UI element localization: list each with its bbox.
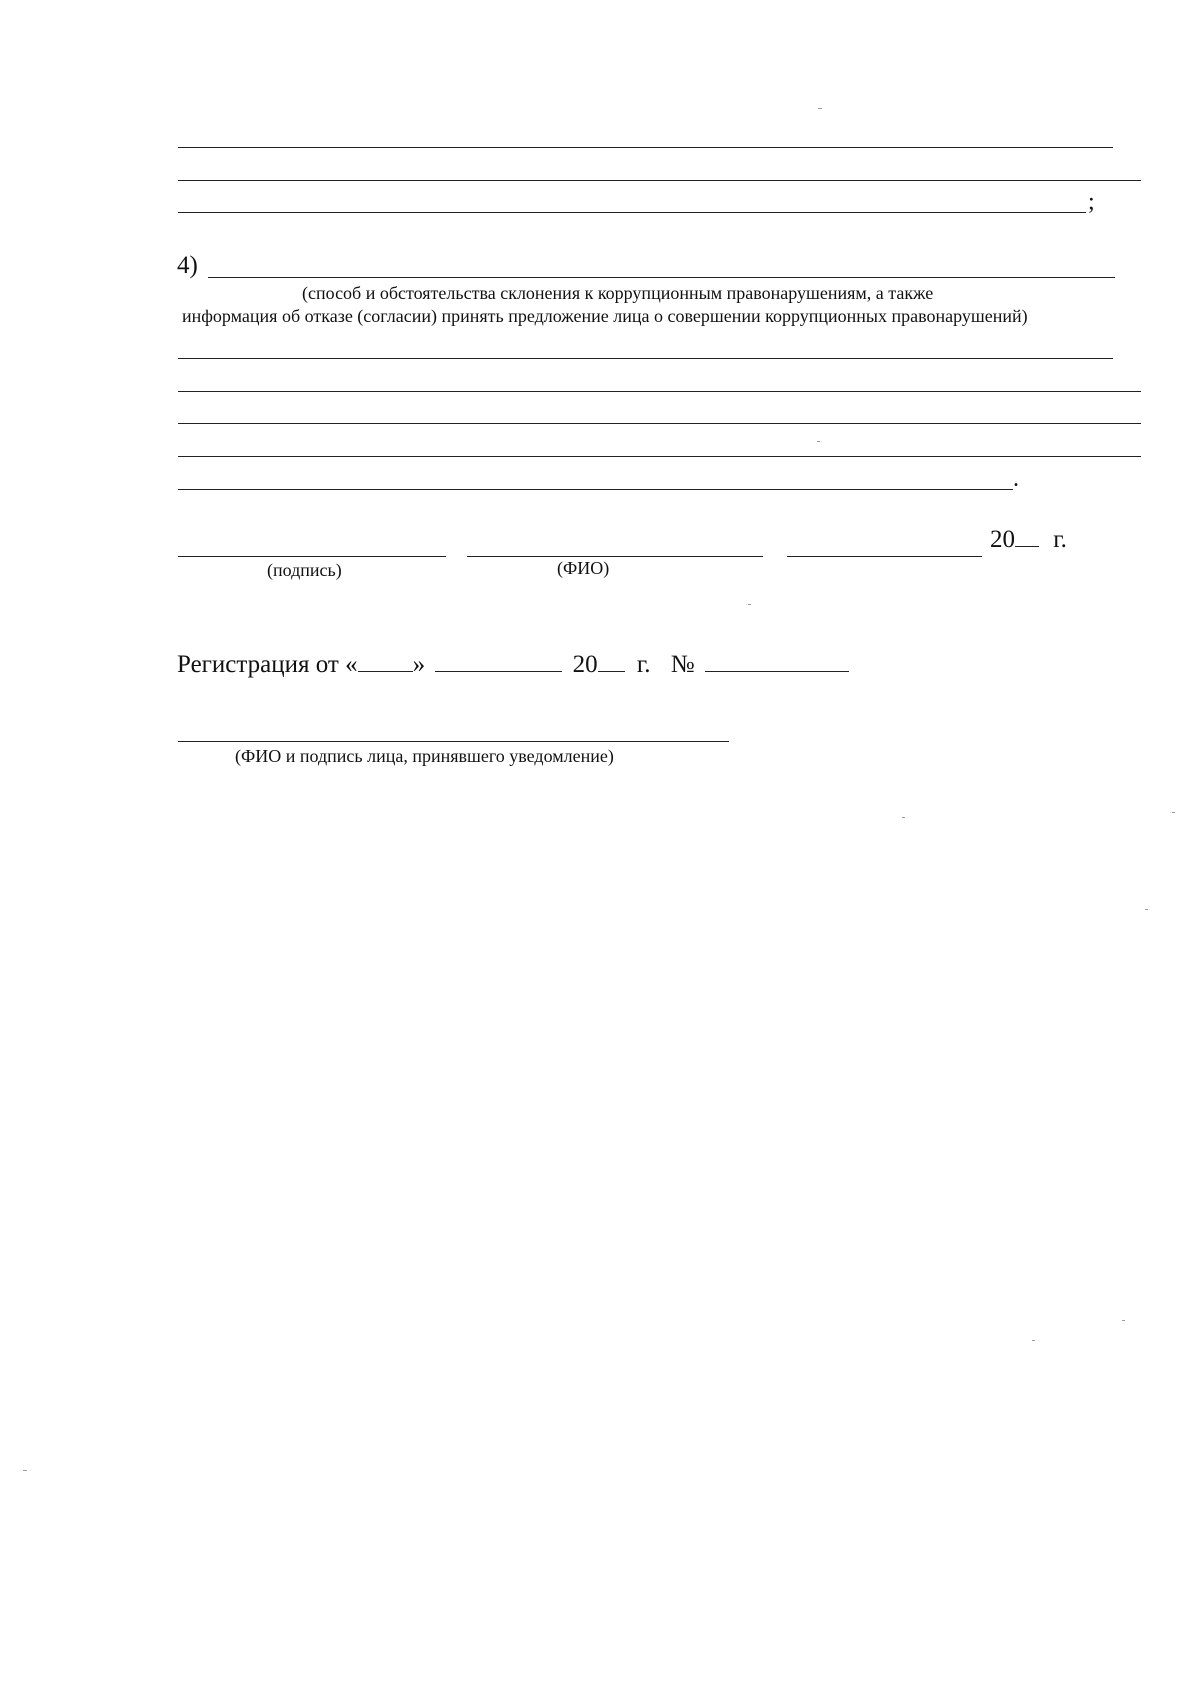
scan-speck (1032, 1340, 1035, 1341)
scan-speck (817, 441, 820, 442)
scan-speck (1172, 812, 1175, 813)
date-line[interactable] (787, 556, 982, 557)
answer-line[interactable] (178, 180, 1141, 181)
registration-month-blank[interactable] (435, 649, 562, 672)
item4-caption-line2: информация об отказе (согласии) принять предложение лица о совершении коррупционных правонарушений) (182, 306, 1028, 326)
scan-speck (902, 817, 905, 818)
receiver-line[interactable] (178, 741, 729, 742)
answer-line[interactable] (178, 358, 1113, 359)
scan-speck (748, 604, 751, 605)
answer-line[interactable] (178, 423, 1141, 424)
registration-day-blank[interactable] (358, 649, 413, 672)
signature-year-prefix: 20 (990, 526, 1015, 553)
registration-year-blank[interactable] (598, 649, 625, 672)
scan-speck (818, 108, 822, 109)
answer-line[interactable] (178, 489, 1013, 490)
registration-line (177, 649, 849, 679)
answer-line[interactable] (178, 147, 1113, 148)
registration-quote-close: » (412, 651, 426, 678)
item4-caption-line1: (способ и обстоятельства склонения к коррупционным правонарушениям, а также (302, 283, 934, 303)
answer-line[interactable] (178, 212, 1086, 213)
scan-speck (1122, 1320, 1125, 1321)
name-line[interactable] (467, 556, 763, 557)
semicolon: ; (1088, 189, 1095, 215)
answer-line[interactable] (178, 391, 1141, 392)
scan-speck (1145, 909, 1148, 910)
answer-line[interactable] (178, 456, 1141, 457)
registration-label: Регистрация от « (177, 651, 358, 678)
period: . (1013, 466, 1019, 492)
scan-speck (23, 1470, 27, 1471)
signature-year-blank[interactable] (1015, 524, 1039, 547)
item4-label: 4) (177, 252, 198, 279)
item4-answer-line[interactable] (208, 277, 1115, 278)
registration-number-sign: № (670, 651, 695, 678)
receiver-caption: (ФИО и подпись лица, принявшего уведомление) (235, 746, 614, 766)
signature-year (990, 524, 1067, 554)
registration-year-prefix: 20 (572, 651, 598, 678)
name-caption: (ФИО) (557, 558, 610, 578)
registration-year-suffix: г. (636, 651, 651, 678)
signature-caption: (подпись) (267, 560, 342, 580)
signature-year-suffix: г. (1053, 526, 1067, 553)
signature-line[interactable] (178, 556, 446, 557)
registration-number-blank[interactable] (705, 649, 849, 672)
